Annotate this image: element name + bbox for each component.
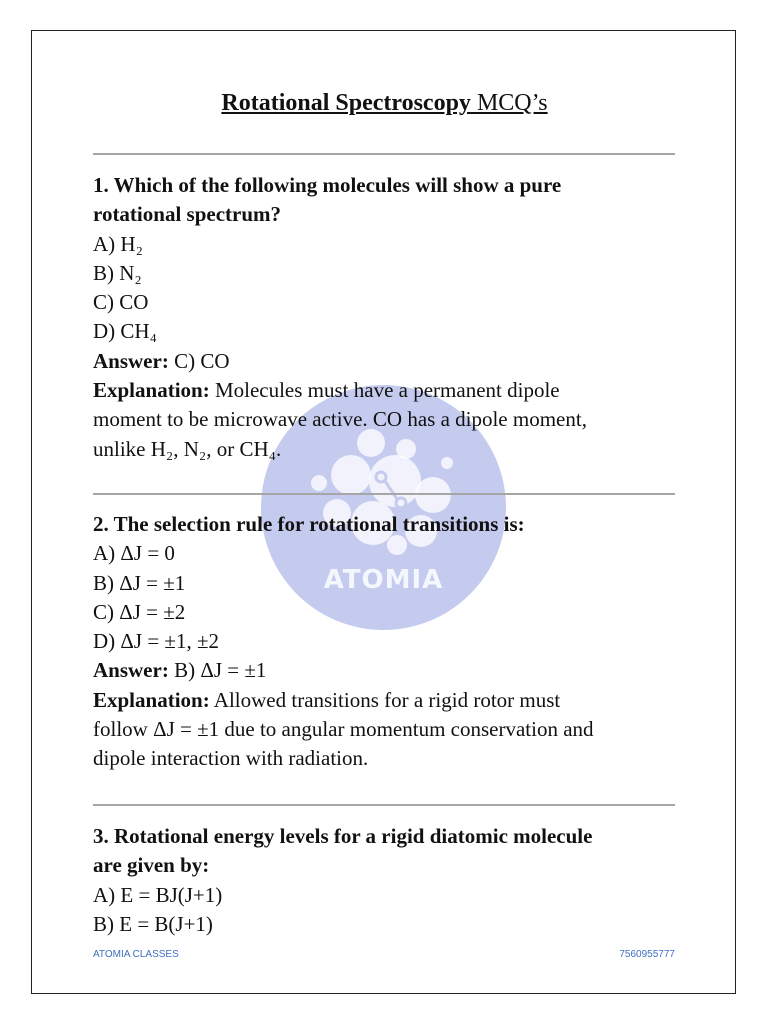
watermark-brand-text: ATOMIA <box>323 565 444 595</box>
question-text: 1. Which of the following molecules will show a pure <box>93 173 562 197</box>
option-a: A) E = BJ(J+1) <box>93 882 223 907</box>
option-d: D) ΔJ = ±1, ±2 <box>93 629 219 654</box>
question-text: are given by: <box>93 853 210 878</box>
section-divider <box>93 493 675 495</box>
answer-label: Answer: <box>93 658 169 683</box>
answer-label: Answer: <box>93 348 169 373</box>
explanation-text: dipole interaction with radiation. <box>93 746 369 771</box>
question-block-1 <box>93 171 678 464</box>
footer-right: 7560955777 <box>619 949 675 960</box>
option-b: B) E = B(J+1) <box>93 911 213 936</box>
answer-value: B) ΔJ = ±1 <box>168 658 267 683</box>
option-b: B) ΔJ = ±1 <box>93 570 186 595</box>
question-block-3 <box>93 822 678 939</box>
title-normal: MCQ’s <box>470 90 548 116</box>
option-b: B) N₂ <box>93 260 142 285</box>
section-divider <box>93 804 675 806</box>
question-text: 3. Rotational energy levels for a rigid diatomic molecule <box>93 824 593 848</box>
answer-value: C) CO <box>168 348 230 373</box>
question-block-2 <box>93 510 678 774</box>
question-text: rotational spectrum? <box>93 202 282 227</box>
title-bold: Rotational Spectroscopy <box>221 90 471 116</box>
answer-line <box>93 347 678 376</box>
explanation-label: Explanation: <box>93 378 210 403</box>
explanation-label: Explanation: <box>93 687 210 712</box>
question-text: 2. The selection rule for rotational transitions is: <box>93 512 525 536</box>
explanation-line <box>93 686 678 715</box>
answer-line <box>93 656 678 685</box>
option-d: D) CH₄ <box>93 319 157 344</box>
explanation-text: Molecules must have a permanent dipole <box>209 378 560 403</box>
explanation-line <box>93 376 678 405</box>
explanation-text: moment to be microwave active. CO has a dipole moment, <box>93 407 587 432</box>
footer-left: ATOMIA CLASSES <box>93 949 179 960</box>
explanation-text: follow ΔJ = ±1 due to angular momentum conservation and <box>93 717 594 742</box>
explanation-text: unlike H₂, N₂, or CH₄. <box>93 436 282 461</box>
option-c: C) CO <box>93 290 149 315</box>
option-a: A) H₂ <box>93 231 143 256</box>
option-a: A) ΔJ = 0 <box>93 541 175 566</box>
explanation-text: Allowed transitions for a rigid rotor must <box>209 687 561 712</box>
option-c: C) ΔJ = ±2 <box>93 599 186 624</box>
document-title <box>93 88 676 118</box>
section-divider <box>93 153 675 155</box>
